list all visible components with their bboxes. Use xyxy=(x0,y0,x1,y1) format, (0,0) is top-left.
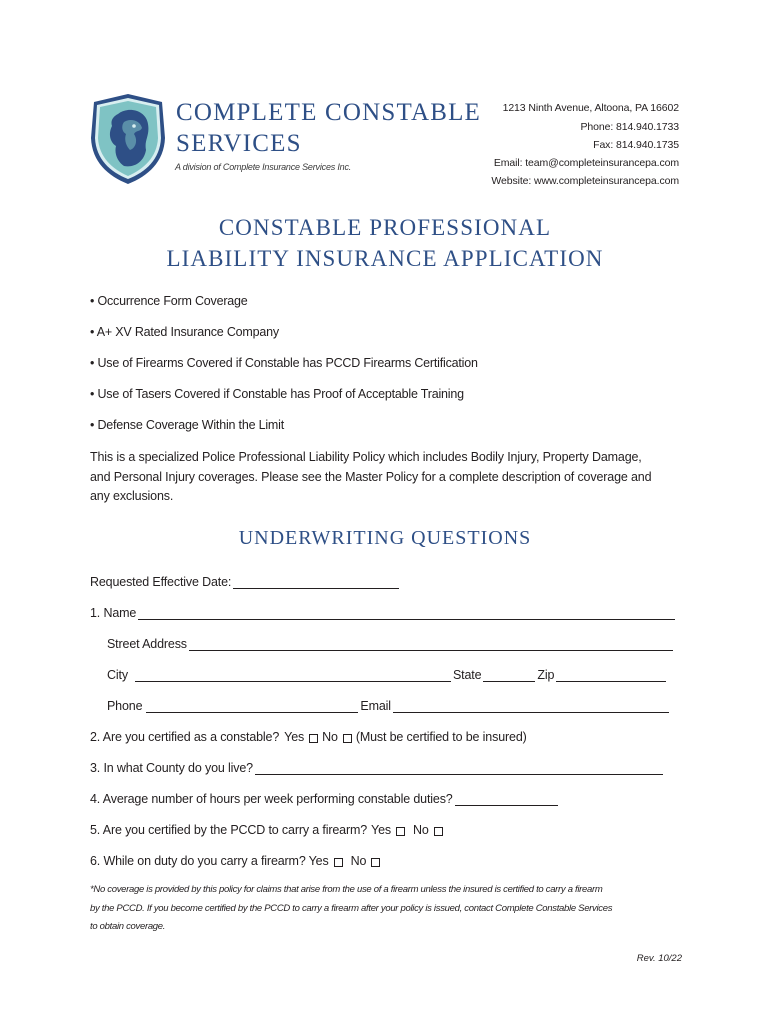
street-row xyxy=(107,635,675,651)
policy-description-line: This is a specialized Police Professional Liability Policy which includes Bodily Injury, Property Damage, xyxy=(90,450,642,464)
lion-shield-icon xyxy=(88,92,168,186)
footnote-line: by the PCCD. If you become certified by the PCCD to carry a firearm after your policy is issued, contact Complete Constable Services xyxy=(90,902,613,914)
city-field[interactable] xyxy=(135,668,451,682)
coverage-bullet: • A+ XV Rated Insurance Company xyxy=(90,325,279,339)
effective-date-field[interactable] xyxy=(233,575,399,589)
footnote-line: to obtain coverage. xyxy=(90,921,166,932)
street-address-field[interactable] xyxy=(189,637,673,651)
yes-label: Yes xyxy=(371,823,391,837)
name-label: 1. Name xyxy=(90,606,137,620)
constable-certified-yes-checkbox[interactable] xyxy=(309,734,318,743)
division-tagline: A division of Complete Insurance Services Inc. xyxy=(175,162,352,172)
carry-firearm-label: 6. While on duty do you carry a firearm? xyxy=(90,854,306,868)
contact-email: Email: team@completeinsurancepa.com xyxy=(493,157,679,169)
policy-description-line: and Personal Injury coverages. Please see the Master Policy for a complete description of coverage and xyxy=(90,469,652,484)
document-title-line2: LIABILITY INSURANCE APPLICATION xyxy=(166,246,604,271)
revision-label: Rev. 10/22 xyxy=(636,953,682,964)
effective-date-label: Requested Effective Date: xyxy=(90,575,232,589)
county-field[interactable] xyxy=(255,761,663,775)
state-label: State xyxy=(452,668,482,682)
yes-label: Yes xyxy=(284,730,305,744)
no-label: No xyxy=(322,730,338,744)
certification-note: (Must be certified to be insured) xyxy=(355,730,527,744)
carry-firearm-row xyxy=(90,852,384,868)
email-field[interactable] xyxy=(393,699,669,713)
firearm-footnote xyxy=(90,881,690,937)
email-label: Email xyxy=(360,699,391,713)
name-row xyxy=(90,604,677,620)
no-label: No xyxy=(350,854,367,868)
street-address-label: Street Address xyxy=(107,637,187,651)
policy-description-line: any exclusions. xyxy=(90,489,174,503)
coverage-bullet: • Defense Coverage Within the Limit xyxy=(90,418,284,432)
brand-name-line1: COMPLETE CONSTABLE xyxy=(176,99,482,126)
constable-certified-no-checkbox[interactable] xyxy=(343,734,352,743)
yes-label: Yes xyxy=(308,854,329,868)
hours-row xyxy=(90,790,560,806)
city-label: City xyxy=(107,668,128,682)
brand-name-line2: SERVICES xyxy=(176,130,302,157)
zip-field[interactable] xyxy=(556,668,666,682)
zip-label: Zip xyxy=(537,668,555,682)
coverage-bullet: • Occurrence Form Coverage xyxy=(90,294,248,308)
pccd-firearm-no-checkbox[interactable] xyxy=(434,827,443,836)
hours-label: 4. Average number of hours per week performing constable duties? xyxy=(90,792,453,806)
section-title: UNDERWRITING QUESTIONS xyxy=(238,527,532,549)
state-field[interactable] xyxy=(483,668,535,682)
policy-description xyxy=(90,448,690,507)
coverage-bullet: • Use of Firearms Covered if Constable has PCCD Firearms Certification xyxy=(90,356,478,370)
footnote-line: *No coverage is provided by this policy for claims that arise from the use of a firearm unless the insured is certified to carry a firearm xyxy=(90,884,603,895)
contact-address: 1213 Ninth Avenue, Altoona, PA 16602 xyxy=(502,102,679,114)
contact-fax: Fax: 814.940.1735 xyxy=(593,139,679,151)
carry-firearm-yes-checkbox[interactable] xyxy=(334,858,343,867)
pccd-firearm-row xyxy=(90,821,447,837)
phone-email-row xyxy=(107,697,671,713)
no-label: No xyxy=(413,823,429,837)
phone-field[interactable] xyxy=(146,699,358,713)
document-title-line1: CONSTABLE PROFESSIONAL xyxy=(218,215,552,240)
contact-phone: Phone: 814.940.1733 xyxy=(580,121,679,133)
coverage-bullet: • Use of Tasers Covered if Constable has Proof of Acceptable Training xyxy=(90,387,464,401)
pccd-firearm-yes-checkbox[interactable] xyxy=(396,827,405,836)
carry-firearm-no-checkbox[interactable] xyxy=(371,858,380,867)
county-label: 3. In what County do you live? xyxy=(90,761,253,775)
city-state-zip-row xyxy=(107,666,668,682)
phone-label: Phone xyxy=(107,699,143,713)
county-row xyxy=(90,759,665,775)
constable-certified-row xyxy=(90,728,527,744)
pccd-firearm-label: 5. Are you certified by the PCCD to carry a firearm? xyxy=(90,823,368,837)
hours-field[interactable] xyxy=(455,792,558,806)
name-field[interactable] xyxy=(138,606,675,620)
contact-website: Website: www.completeinsurancepa.com xyxy=(491,175,679,187)
effective-date-row xyxy=(90,573,401,589)
constable-certified-label: 2. Are you certified as a constable? xyxy=(90,730,280,744)
